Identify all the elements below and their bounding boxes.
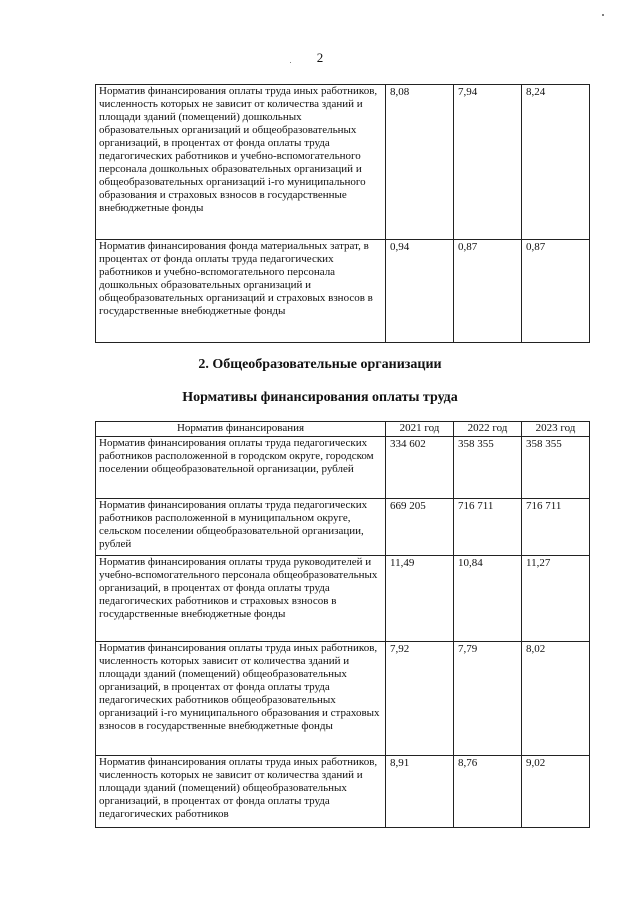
table-row — [96, 499, 590, 556]
column-header: 2022 год — [454, 422, 522, 437]
normative-label: Норматив финансирования оплаты труда иных работников, численность которых зависит от количества зданий и площади зданий (помещений) общеобразовательных организаций, в процентах от фонда оплаты труда педагогических работников общеобразовательных организаций i-го муниципального образования и страховых взносов в государственные внебюджетные фонды — [96, 642, 386, 756]
scan-speck — [602, 14, 604, 16]
table-row — [96, 437, 590, 499]
sub-title: Нормативы финансирования оплаты труда — [182, 390, 458, 405]
value-2021: 8,08 — [386, 85, 454, 240]
table-row — [96, 756, 590, 828]
column-header: Норматив финансирования — [96, 422, 386, 437]
value-2023: 716 711 — [522, 499, 590, 556]
section-title: 2. Общеобразовательные организации — [198, 357, 442, 372]
table-header-row — [96, 422, 590, 437]
value-2023: 9,02 — [522, 756, 590, 828]
value-2021: 669 205 — [386, 499, 454, 556]
column-header: 2023 год — [522, 422, 590, 437]
value-2023: 11,27 — [522, 556, 590, 642]
value-2023: 8,24 — [522, 85, 590, 240]
value-2021: 0,94 — [386, 240, 454, 343]
value-2022: 7,94 — [454, 85, 522, 240]
normative-label: Норматив финансирования фонда материальных затрат, в процентах от фонда оплаты труда педагогических работников и учебно-вспомогательного персонала дошкольных образовательных организаций и общеобразовательных организаций и страховых взносов в государственные внебюджетные фонды — [96, 240, 386, 343]
value-2023: 8,02 — [522, 642, 590, 756]
table-row — [96, 85, 590, 240]
value-2023: 358 355 — [522, 437, 590, 499]
value-2021: 7,92 — [386, 642, 454, 756]
table-row — [96, 240, 590, 343]
value-2022: 7,79 — [454, 642, 522, 756]
table-row — [96, 556, 590, 642]
top-normatives-table — [95, 84, 590, 343]
page-number: 2 — [316, 50, 324, 65]
value-2022: 0,87 — [454, 240, 522, 343]
value-2022: 10,84 — [454, 556, 522, 642]
value-2021: 11,49 — [386, 556, 454, 642]
value-2021: 334 602 — [386, 437, 454, 499]
value-2021: 8,91 — [386, 756, 454, 828]
value-2022: 358 355 — [454, 437, 522, 499]
table-row — [96, 642, 590, 756]
normative-label: Норматив финансирования оплаты труда руководителей и учебно-вспомогательного персонала общеобразовательных организаций, в процентах от фонда оплаты труда педагогических работников и страховых взносов в государственные внебюджетные фонды — [96, 556, 386, 642]
value-2022: 716 711 — [454, 499, 522, 556]
value-2022: 8,76 — [454, 756, 522, 828]
normative-label: Норматив финансирования оплаты труда педагогических работников расположенной в муниципальном округе, сельском поселении общеобразовательной организации, рублей — [96, 499, 386, 556]
column-header: 2021 год — [386, 422, 454, 437]
main-normatives-table — [95, 421, 590, 828]
normative-label: Норматив финансирования оплаты труда иных работников, численность которых не зависит от количества зданий и площади зданий (помещений) общеобразовательных организаций, в процентах от фонда оплаты труда педагогических работников — [96, 756, 386, 828]
normative-label: Норматив финансирования оплаты труда педагогических работников расположенной в городском округе, городском поселении общеобразовательной организации, рублей — [96, 437, 386, 499]
normative-label: Норматив финансирования оплаты труда иных работников, численность которых не зависит от количества зданий и площади зданий (помещений) дошкольных образовательных организаций и общеобразовательных организаций, в процентах от фонда оплаты труда педагогических работников и учебно-вспомогательного персонала дошкольных образовательных организаций и общеобразовательных организаций i-го муниципального образования и страховых взносов в государственные внебюджетные фонды — [96, 85, 386, 240]
value-2023: 0,87 — [522, 240, 590, 343]
